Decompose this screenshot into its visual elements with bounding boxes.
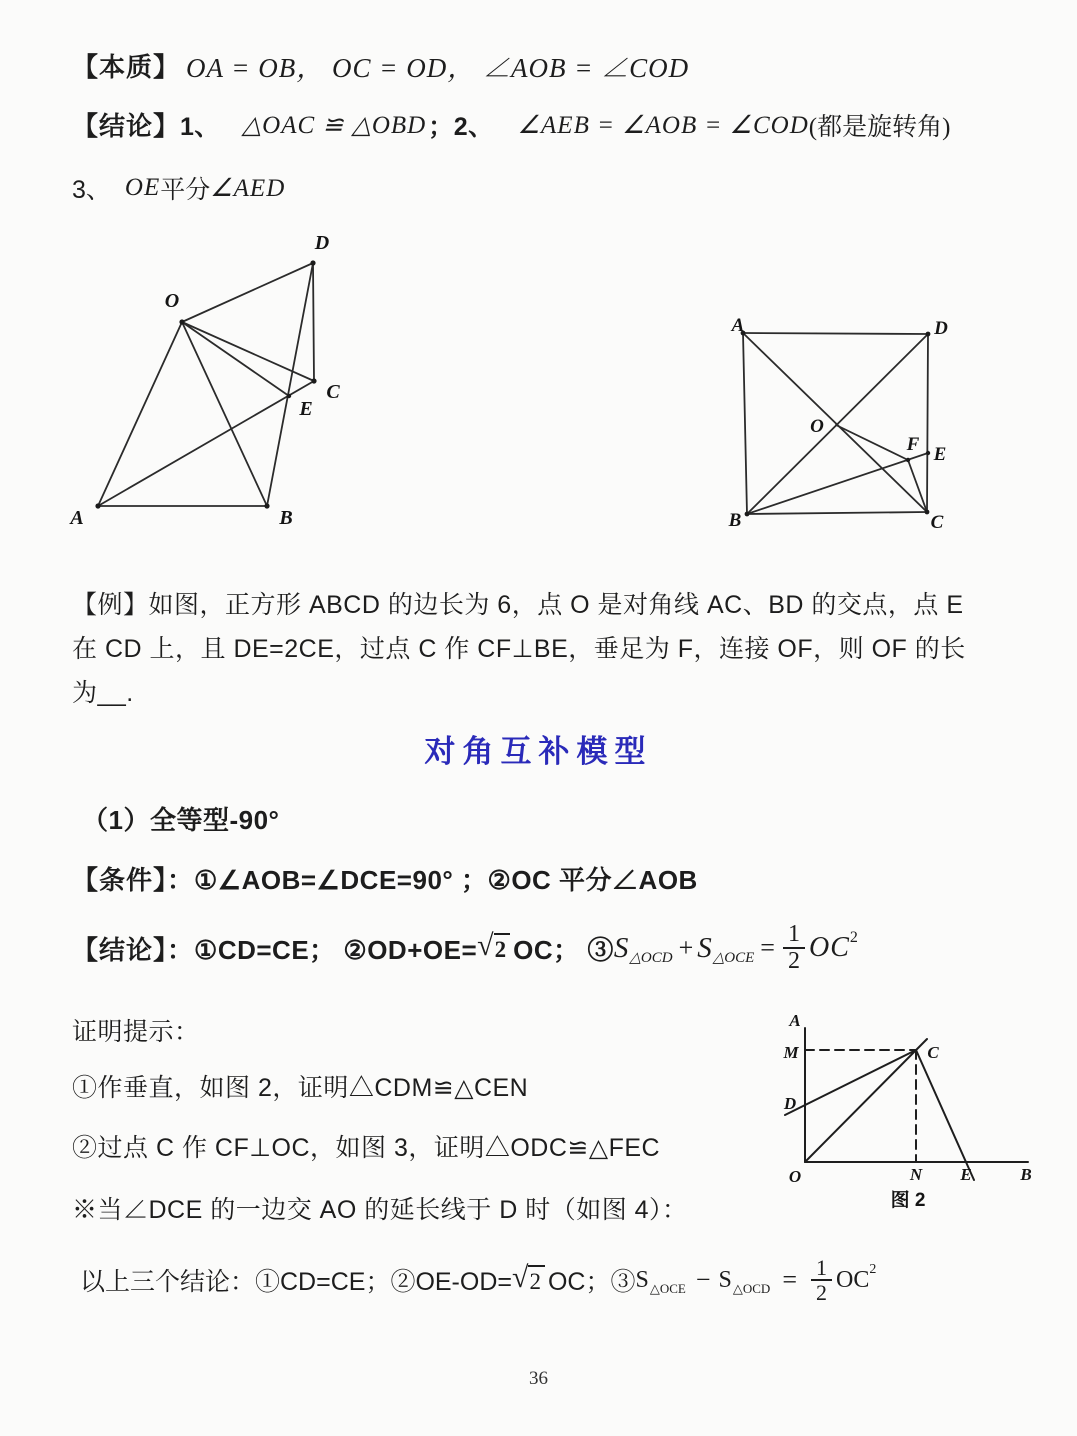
sqrt-2: √ 2 [477, 933, 510, 964]
condition-line [72, 860, 698, 897]
item3-oe: OE [124, 174, 161, 201]
fig3-label-B: B [1020, 1165, 1032, 1184]
final-equals: = [782, 1265, 797, 1294]
final-oc-exponent: 2 [869, 1262, 877, 1277]
proof-step-2: ②过点 C 作 CF⊥OC，如图 3，证明△ODC≌△FEC [72, 1134, 661, 1162]
item2-number: ；2、 [428, 112, 494, 141]
radical-sign-final: √ [511, 1260, 529, 1294]
fig2-label-D: D [934, 318, 948, 339]
proof-step-1: ①作垂直，如图 2，证明△CDM≌△CEN [72, 1074, 529, 1102]
example-line-1: 【例】如图，正方形 ABCD 的边长为 6，点 O 是对角线 AC、BD 的交点，点 E [72, 591, 964, 619]
final-mid: OC；③ [547, 1268, 636, 1296]
final-prefix: 以上三个结论：①CD=CE；②OE-OD= [80, 1268, 512, 1296]
fig3-label-O: O [788, 1167, 802, 1186]
fig3-label-M: M [783, 1043, 799, 1062]
item2-paren: (都是旋转角) [808, 113, 951, 141]
line-conclusion-12 [72, 106, 950, 143]
fig3-label-A: A [789, 1012, 801, 1030]
fig3-label-N: N [909, 1165, 923, 1184]
condition-text: ①∠AOB=∠DCE=90° ；②OC 平分∠AOB [194, 865, 698, 895]
item1-math: △OAC ≌ △OBD [241, 111, 427, 139]
minus-operator: − [695, 1265, 711, 1294]
fig3-label-D: D [783, 1094, 797, 1113]
section-title: 对角互补模型 [424, 734, 653, 769]
final-summary-line [80, 1250, 876, 1310]
figure-2-proof [775, 1012, 1045, 1217]
proof-note: ※当∠DCE 的一边交 AO 的延长线于 D 时（如图 4）： [72, 1196, 688, 1224]
fig2-label-A: A [731, 315, 745, 336]
essence-tag: 【本质】 [72, 52, 181, 82]
fig2-label-C: C [930, 512, 944, 533]
fig2-label-F: F [906, 434, 920, 455]
area-S1: S [613, 931, 629, 964]
final-S2-sub: △OCD [732, 1281, 771, 1296]
equals-sign: = [760, 933, 775, 962]
conclusion-part1: ①CD=CE； ②OD+OE= [194, 934, 478, 965]
item3-angle: ∠AED [210, 175, 286, 202]
area-S2: S [697, 931, 712, 964]
essence-math: OA = OB， OC = OD， ∠AOB = ∠COD [186, 53, 690, 83]
area-S2-sub: △OCE [712, 949, 755, 966]
line-conclusion-3 [72, 170, 285, 206]
final-S1: S [635, 1266, 649, 1293]
conclusion-line [72, 912, 858, 984]
conclusion-tag: 【结论】 [72, 111, 181, 141]
oc-term: OC [808, 932, 850, 963]
item1-number: 1、 [180, 112, 220, 141]
plus-operator: + [678, 933, 694, 962]
conclusion2-tag: 【结论】： [72, 934, 195, 965]
sqrt-2-final: √ 2 [512, 1265, 545, 1296]
fig2-label-B: B [728, 510, 742, 531]
fig3-caption: 图 2 [890, 1190, 926, 1211]
fraction-half: $\frac{1}{2}$ [783, 922, 805, 974]
fig3-label-E: E [960, 1165, 972, 1184]
example-line-3: 为__. [72, 679, 134, 707]
item2-math: ∠AEB = ∠AOB = ∠COD [517, 111, 809, 139]
fig1-label-D: D [314, 232, 330, 254]
fig1-label-O: O [164, 290, 180, 312]
radical-sign: √ [477, 928, 494, 962]
fig1-label-B: B [279, 507, 293, 525]
fig1-label-C: C [326, 381, 340, 403]
proof-hint: 证明提示： [72, 1018, 200, 1046]
line-essence [72, 46, 689, 85]
fig2-label-E: E [933, 444, 947, 465]
condition-tag: 【条件】： [72, 865, 195, 895]
item3-number: 3、 [72, 176, 111, 204]
fig1-label-E: E [299, 398, 313, 420]
fig3-label-C: C [927, 1043, 939, 1062]
final-S1-sub: △OCE [649, 1281, 686, 1296]
fraction-half-final: $\frac{1}{2}$ [811, 1256, 832, 1304]
figure-square-example [725, 310, 1055, 538]
example-line-2: 在 CD 上，且 DE=2CE，过点 C 作 CF⊥BE，垂足为 F，连接 OF，则 OF 的长 [72, 635, 966, 663]
fig1-label-A: A [70, 507, 84, 525]
section-subtitle: （1）全等型-90° [82, 805, 280, 835]
figure-rotation-model [50, 225, 370, 525]
page-number: 36 [529, 1368, 548, 1389]
item3-text: 平分 [160, 176, 211, 204]
final-oc: OC [835, 1266, 870, 1293]
oc-exponent: 2 [849, 929, 858, 946]
conclusion-part2: OC； ③ [513, 934, 614, 965]
area-S1-sub: △OCD [629, 949, 673, 966]
fig2-label-O: O [810, 416, 824, 437]
final-S2: S [718, 1266, 732, 1293]
